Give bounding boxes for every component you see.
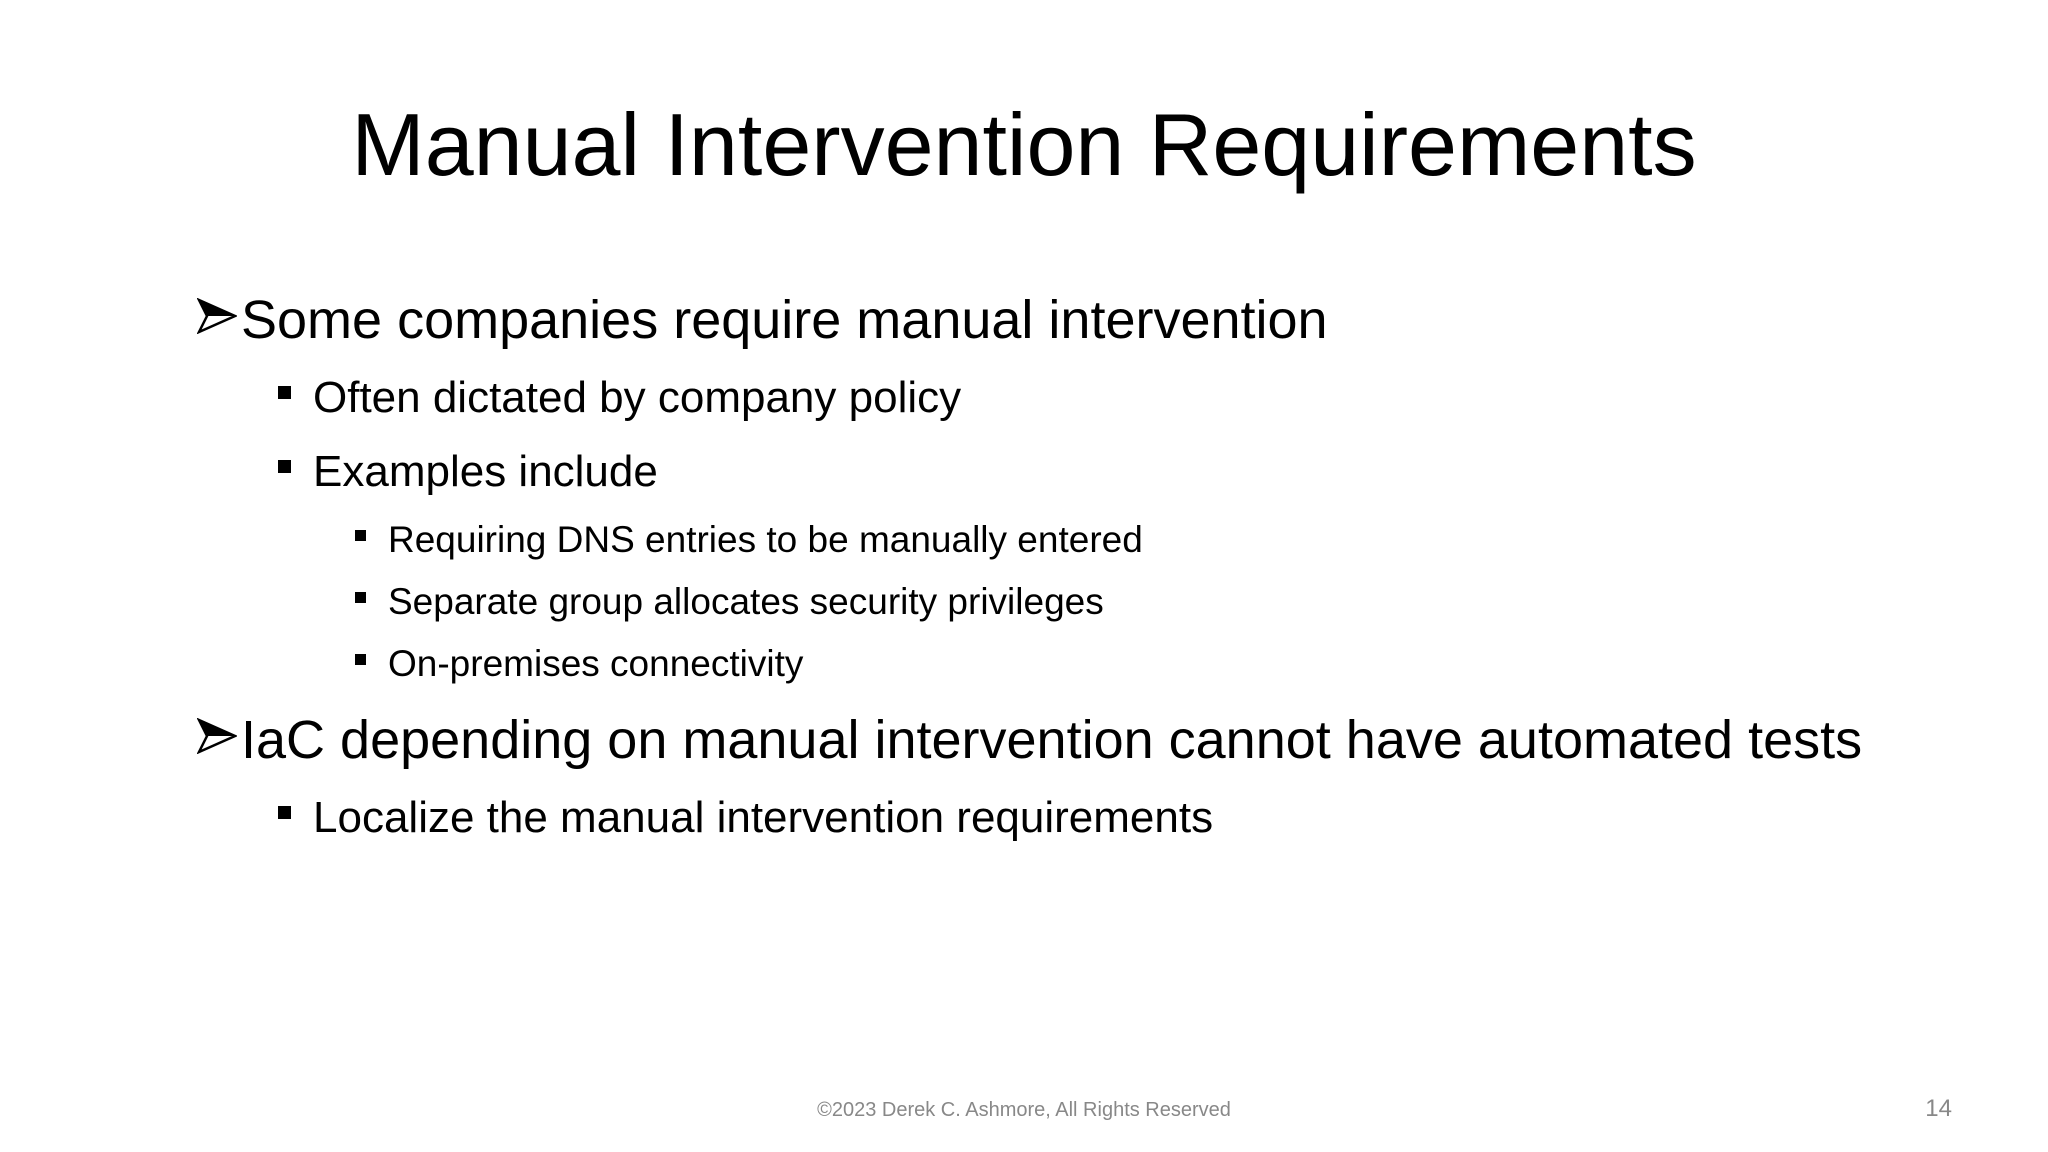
- bullet-text: Often dictated by company policy: [313, 373, 962, 423]
- bullet-level3: [355, 578, 1104, 624]
- bullet-text: IaC depending on manual intervention cannot have automated tests: [241, 709, 1863, 770]
- square-bullet-icon: [355, 592, 366, 603]
- arrow-bullet-icon: [197, 718, 237, 754]
- square-bullet-icon: [355, 530, 366, 541]
- square-bullet-icon: [278, 460, 291, 473]
- bullet-text: Requiring DNS entries to be manually entered: [388, 519, 1143, 561]
- square-bullet-icon: [278, 806, 291, 819]
- bullet-text: Examples include: [313, 447, 658, 497]
- bullet-level2: [278, 790, 1213, 844]
- square-bullet-icon: [355, 654, 366, 665]
- bullet-text: Separate group allocates security privileges: [388, 581, 1104, 623]
- bullet-text: Localize the manual intervention requirements: [313, 793, 1214, 843]
- bullet-text: On-premises connectivity: [388, 643, 804, 685]
- slide-title: Manual Intervention Requirements: [351, 95, 1697, 194]
- copyright-footer: ©2023 Derek C. Ashmore, All Rights Reserved: [817, 1099, 1231, 1121]
- bullet-text: Some companies require manual intervention: [241, 289, 1328, 350]
- bullet-level3: [355, 640, 803, 686]
- bullet-level1: [197, 705, 1862, 771]
- bullet-level2: [278, 370, 961, 424]
- arrow-bullet-icon: [197, 298, 237, 334]
- bullet-level2: [278, 444, 658, 498]
- page-number: 14: [1925, 1095, 1952, 1122]
- bullet-level1: [197, 285, 1328, 351]
- bullet-level3: [355, 516, 1143, 562]
- square-bullet-icon: [278, 386, 291, 399]
